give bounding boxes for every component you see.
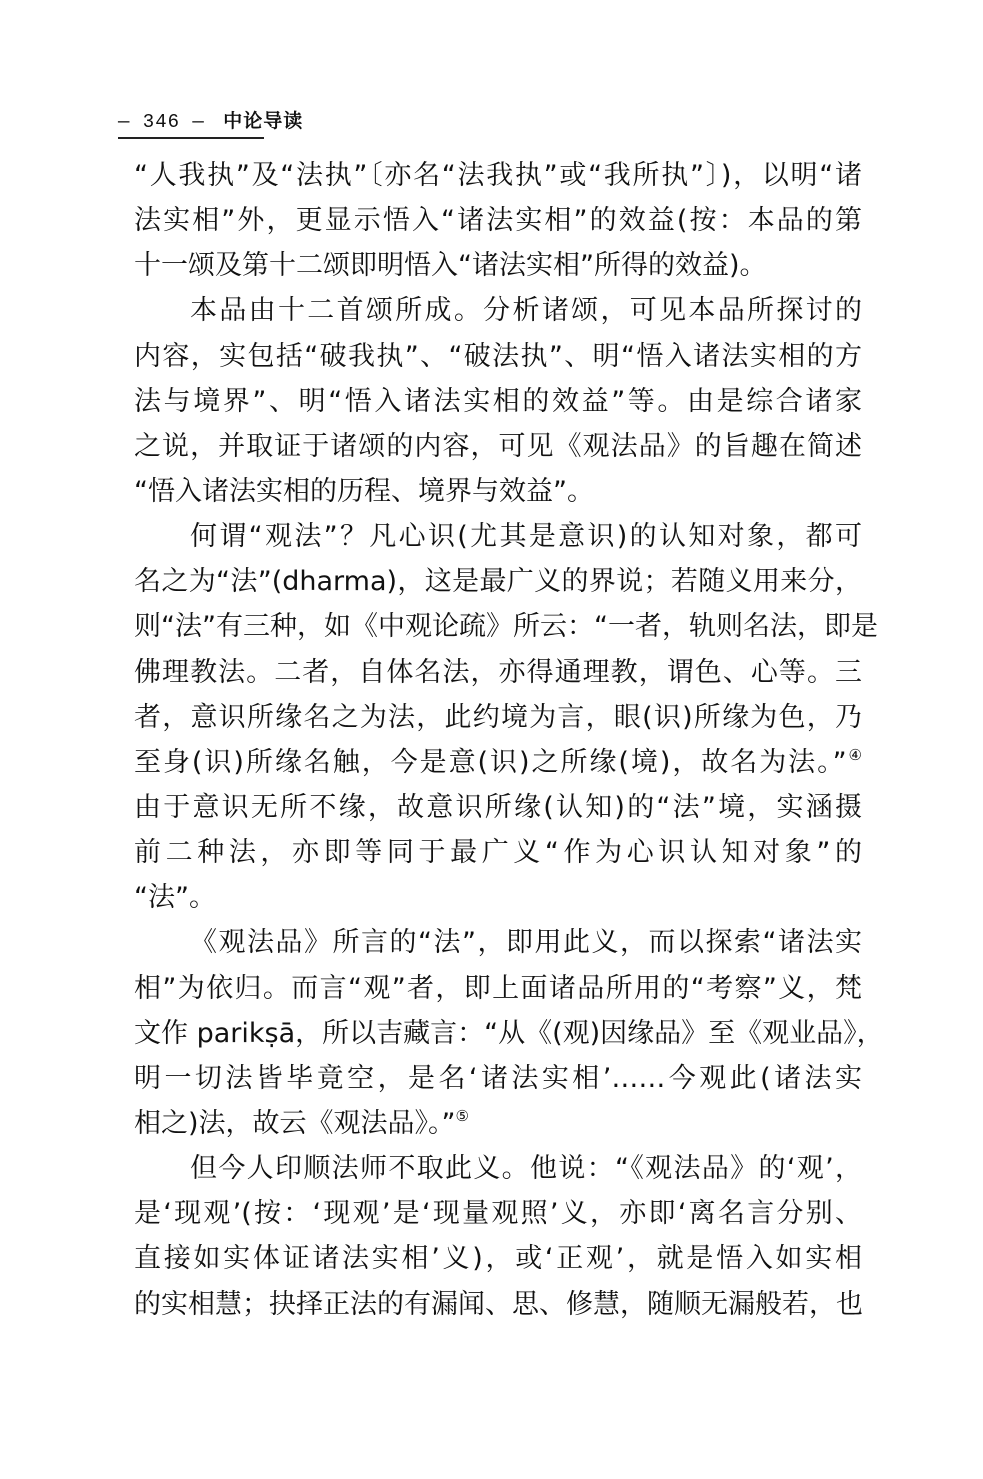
line-text: 是‘现观’(按：‘现观’是‘现量观照’义，亦即‘离名言分别、 <box>134 1198 862 1230</box>
line-text: 内容，实包括“破我执”、“破法执”、明“悟入诸法实相的方 <box>134 340 862 372</box>
text-line <box>134 198 862 243</box>
text-line <box>134 469 862 514</box>
text-line <box>134 379 862 424</box>
line-text: 法与境界”、明“悟入诸法实相的效益”等。由是综合诸家 <box>134 385 862 417</box>
page-number: — 346 — <box>118 111 205 133</box>
line-text: 文作 parikṣā，所以吉藏言：“从《(观)因缘品》至《观业品》， <box>134 1017 884 1049</box>
line-text: 则“法”有三种，如《中观论疏》所云：“一者，轨则名法，即是 <box>134 611 878 643</box>
line-text: “悟入诸法实相的历程、境界与效益”。 <box>134 475 594 507</box>
text-line <box>134 1282 862 1327</box>
line-text: 之说，并取证于诸颂的内容，可见《观法品》的旨趣在简述 <box>134 430 862 462</box>
text-line <box>134 514 862 559</box>
line-text: 至身(识)所缘名触，今是意(识)之所缘(境)，故名为法。” <box>134 746 847 778</box>
line-text: 相”为依归。而言“观”者，即上面诸品所用的“考察”义，梵 <box>134 972 862 1004</box>
line-text: 的实相慧；抉择正法的有漏闻、思、修慧，随顺无漏般若，也 <box>134 1288 863 1320</box>
book-title: 中论导读 <box>223 110 304 132</box>
text-line <box>134 559 862 604</box>
line-text: 但今人印顺法师不取此义。他说：“《观法品》的‘观’， <box>190 1153 862 1185</box>
footnote-marker: ⑤ <box>455 1106 469 1125</box>
line-text: 相之)法，故云《观法品》。” <box>134 1107 456 1139</box>
line-text: 何谓“观法”？凡心识(尤其是意识)的认知对象，都可 <box>190 521 862 553</box>
text-line <box>134 334 862 379</box>
line-text: 由于意识无所不缘，故意识所缘(认知)的“法”境，实涵摄 <box>134 791 862 823</box>
text-line <box>134 604 878 649</box>
text-line <box>134 966 862 1011</box>
text-line <box>134 785 862 830</box>
line-text: “法”。 <box>134 882 216 914</box>
line-text: 前二种法，亦即等同于最广义“作为心识认知对象”的 <box>134 837 862 869</box>
line-text: 佛理教法。二者，自体名法，亦得通理教，谓色、心等。三 <box>134 656 862 688</box>
text-line <box>134 1011 884 1056</box>
text-line <box>134 1146 862 1191</box>
line-text: 者，意识所缘名之为法，此约境为言，眼(识)所缘为色，乃 <box>134 701 862 733</box>
line-text: 明一切法皆毕竟空，是名‘诸法实相’……今观此(诸法实 <box>134 1062 862 1094</box>
line-text: “人我执”及“法执”〔亦名“法我执”或“我所执”〕)，以明“诸 <box>134 160 862 191</box>
text-line <box>134 243 862 288</box>
line-text: 本品由十二首颂所成。分析诸颂，可见本品所探讨的 <box>190 295 862 327</box>
running-header <box>118 106 304 139</box>
text-line <box>134 1101 862 1146</box>
line-text: 《观法品》所言的“法”，即用此义，而以探索“诸法实 <box>190 927 862 959</box>
line-text: 名之为“法”(dharma)，这是最广义的界说；若随义用来分， <box>134 566 862 598</box>
line-text: 直接如实体证诸法实相’义)，或‘正观’，就是悟入如实相 <box>134 1243 862 1275</box>
line-text: 法实相”外，更显示悟入“诸法实相”的效益(按：本品的第 <box>134 205 862 237</box>
text-line <box>134 650 862 695</box>
body-text <box>134 153 884 1327</box>
text-line <box>134 1236 862 1281</box>
text-line <box>134 424 862 469</box>
text-line <box>134 830 862 875</box>
text-line <box>134 740 862 785</box>
text-line <box>134 875 862 920</box>
text-line <box>134 288 862 333</box>
text-line <box>134 695 862 740</box>
footnote-marker: ④ <box>846 745 862 764</box>
line-text: 十一颂及第十二颂即明悟入“诸法实相”所得的效益)。 <box>134 250 767 282</box>
text-line <box>134 1191 862 1236</box>
text-line <box>134 1056 862 1101</box>
text-line <box>134 153 862 198</box>
text-line <box>134 920 862 965</box>
